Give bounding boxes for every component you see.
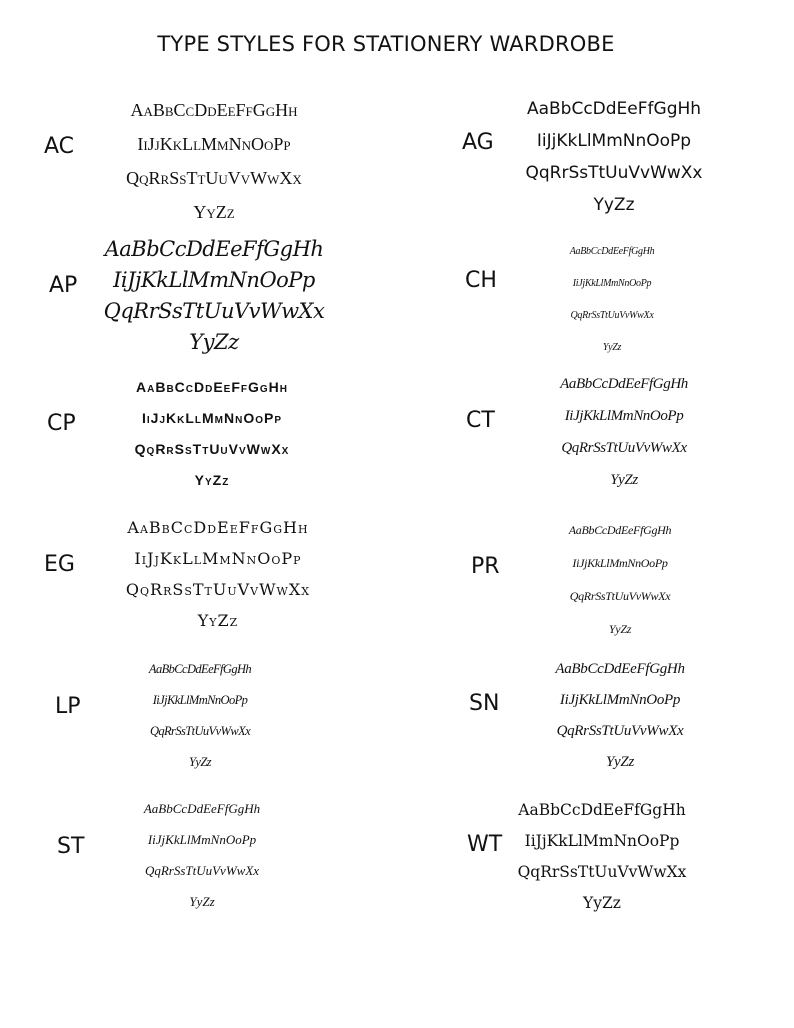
sample-line: AaBbCcDdEeFfGgHh [568, 523, 672, 537]
style-code-st: ST [57, 834, 85, 859]
sample-line: IiJjKkLlMmNnOoPp [524, 832, 680, 850]
sample-line: YyZz [189, 894, 215, 909]
sample-line: YyZz [197, 611, 239, 630]
sample-line: IiJjKkLlMmNnOoPp [572, 278, 652, 289]
style-code-ch: CH [465, 268, 497, 293]
sample-line: YyZz [193, 202, 235, 222]
sample-line: YyZz [608, 622, 632, 636]
style-sample-wt [472, 795, 732, 919]
sample-line: YyZz [606, 754, 634, 770]
sample-line: AaBbCcDdEeFfGgHh [518, 801, 686, 819]
style-code-ap: AP [49, 273, 78, 298]
sample-line: AaBbCcDdEeFfGgHh [130, 100, 298, 120]
sample-line: AaBbCcDdEeFfGgHh [555, 661, 685, 677]
style-sample-cp [82, 372, 342, 496]
style-sample-ch [482, 236, 742, 364]
sample-line: AaBbCcDdEeFfGgHh [127, 518, 309, 537]
style-sample-eg [88, 512, 348, 636]
page-title: TYPE STYLES FOR STATIONERY WARDROBE [157, 32, 615, 56]
sample-line: YyZz [189, 755, 211, 769]
sample-line: AaBbCcDdEeFfGgHh [569, 246, 655, 257]
style-sample-pr [490, 514, 750, 646]
sample-line: YyZz [610, 472, 638, 488]
style-sample-ct [494, 368, 754, 496]
sample-line: IiJjKkLlMmNnOoPp [137, 134, 291, 154]
sample-line: IiJjKkLlMmNnOoPp [559, 692, 681, 708]
style-sample-sn [490, 654, 750, 778]
sample-line: IiJjKkLlMmNnOoPp [134, 549, 302, 568]
sample-line: QqRrSsTtUuVvWwXx [125, 580, 311, 599]
sample-line: QqRrSsTtUuVvWwXx [103, 299, 325, 323]
style-sample-ag [484, 93, 744, 221]
sample-line: AaBbCcDdEeFfGgHh [560, 376, 688, 392]
sample-line: AaBbCcDdEeFfGgHh [148, 662, 252, 676]
style-code-cp: CP [47, 411, 76, 436]
sample-line: QqRrSsTtUuVvWwXx [570, 310, 654, 321]
style-sample-ac [84, 93, 344, 229]
sample-line: QqRrSsTtUuVvWwXx [561, 440, 687, 456]
style-code-ac: AC [44, 134, 75, 159]
sample-line: IiJjKkLlMmNnOoPp [152, 693, 248, 707]
sample-line: QqRrSsTtUuVvWwXx [149, 724, 251, 738]
sample-line: IiJjKkLlMmNnOoPp [572, 556, 668, 570]
sample-line: QqRrSsTtUuVvWwXx [525, 163, 703, 183]
style-code-wt: WT [467, 832, 503, 857]
sample-line: YyZz [593, 195, 635, 215]
sample-line: YyZz [583, 894, 621, 912]
sample-line: AaBbCcDdEeFfGgHh [104, 237, 324, 261]
style-code-lp: LP [55, 694, 81, 719]
sample-line: QqRrSsTtUuVvWwXx [144, 863, 260, 878]
sample-line: IiJjKkLlMmNnOoPp [536, 131, 692, 151]
sample-line: QqRrSsTtUuVvWwXx [569, 589, 671, 603]
sample-line: AaBbCcDdEeFfGgHh [136, 379, 288, 395]
style-code-sn: SN [469, 691, 500, 716]
sample-line: IiJjKkLlMmNnOoPp [141, 410, 282, 426]
sample-line: IiJjKkLlMmNnOoPp [564, 408, 684, 424]
sample-line: QqRrSsTtUuVvWwXx [556, 723, 684, 739]
sample-line: QqRrSsTtUuVvWwXx [517, 863, 687, 881]
sample-line: YyZz [194, 472, 230, 488]
sample-line: IiJjKkLlMmNnOoPp [113, 268, 315, 292]
style-code-eg: EG [44, 552, 75, 577]
style-sample-ap [84, 234, 344, 358]
style-code-ct: CT [466, 408, 495, 433]
sample-line: AaBbCcDdEeFfGgHh [526, 99, 702, 119]
style-sample-st [72, 793, 332, 917]
style-code-ag: AG [462, 130, 494, 155]
style-code-pr: PR [471, 554, 500, 579]
sample-line: QqRrSsTtUuVvWwXx [126, 168, 302, 188]
sample-line: IiJjKkLlMmNnOoPp [147, 832, 257, 847]
sample-line: YyZz [189, 330, 239, 354]
sample-line: QqRrSsTtUuVvWwXx [134, 441, 290, 457]
style-sample-lp [70, 654, 330, 778]
sample-line: YyZz [602, 342, 622, 353]
sample-line: AaBbCcDdEeFfGgHh [143, 801, 261, 816]
